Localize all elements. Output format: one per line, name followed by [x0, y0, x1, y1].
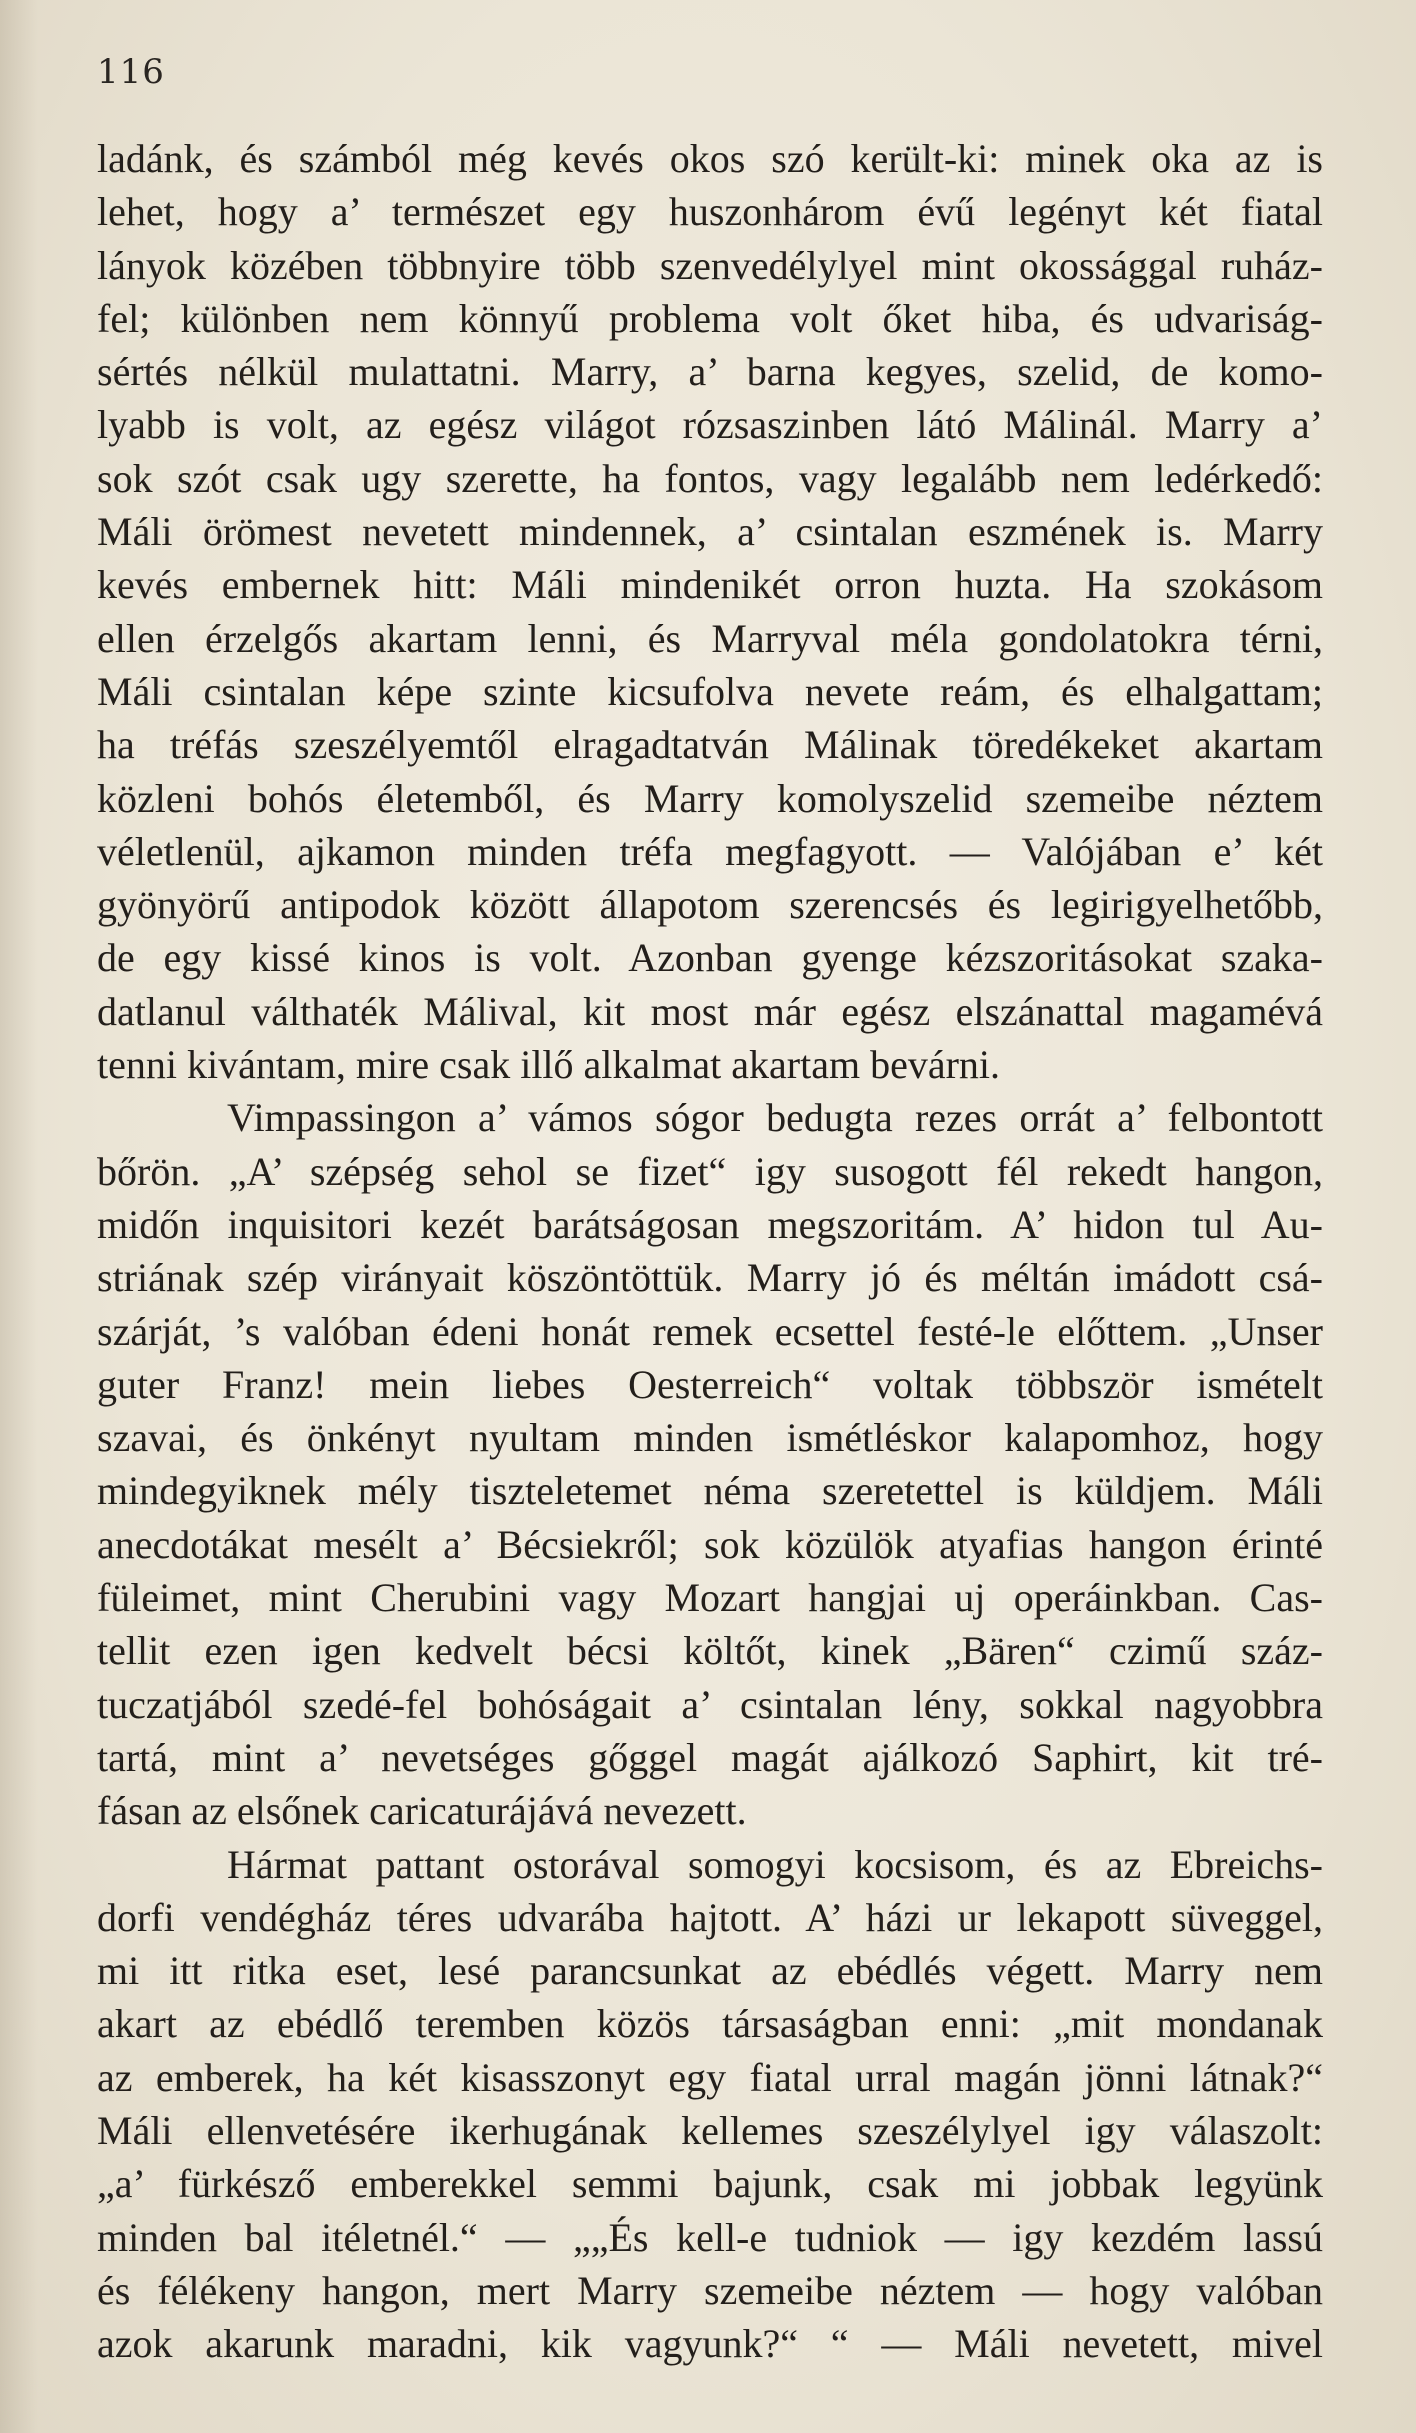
text-line: azok akarunk maradni, kik vagyunk?“ “ — Máli nevetett, mivel: [97, 2321, 1323, 2367]
text-line: tenni kivántam, mire csak illő alkalmat akartam bevárni.: [97, 1042, 1001, 1088]
text-line: midőn inquisitori kezét barátságosan megszoritám. A’ hidon tul Au-: [97, 1201, 1323, 1247]
text-line: guter Franz! mein liebes Oesterreich“ voltak többször ismételt: [97, 1361, 1323, 1407]
text-line: ha tréfás szeszélyemtől elragadtatván Málinak töredékeket akartam: [97, 722, 1323, 768]
text-line: lányok közében többnyire több szenvedélylyel mint okossággal ruház-: [97, 242, 1323, 288]
text-line: tartá, mint a’ nevetséges gőggel magát ajálkozó Saphirt, kit tré-: [97, 1734, 1323, 1780]
text-line: sértés nélkül mulattatni. Marry, a’ barna kegyes, szelid, de komo-: [97, 349, 1323, 395]
body-text: [97, 132, 1323, 2370]
text-line: kevés embernek hitt: Máli mindenikét orron huzta. Ha szokásom: [97, 562, 1323, 608]
text-line: fásan az elsőnek caricaturájává nevezett.: [97, 1788, 747, 1834]
page-fold-shadow: [0, 0, 38, 2433]
text-line: közleni bohós életemből, és Marry komolyszelid szemeibe néztem: [97, 775, 1323, 821]
text-line: akart az ebédlő teremben közös társaságban enni: „mit mondanak: [97, 2001, 1323, 2047]
text-line: Máli csintalan képe szinte kicsufolva nevete reám, és elhalgattam;: [97, 668, 1323, 714]
text-line: mindegyiknek mély tiszteletemet néma szeretettel is küldjem. Máli: [97, 1468, 1323, 1514]
text-line: gyönyörű antipodok között állapotom szerencsés és legirigyelhetőbb,: [97, 882, 1323, 928]
text-line: „a’ fürkésző emberekkel semmi bajunk, csak mi jobbak legyünk: [97, 2161, 1323, 2207]
text-line: ellen érzelgős akartam lenni, és Marryval méla gondolatokra térni,: [97, 615, 1323, 661]
text-line: Máli örömest nevetett mindennek, a’ csintalan eszmének is. Marry: [97, 509, 1323, 555]
text-line: tuczatjából szedé-fel bohóságait a’ csintalan lény, sokkal nagyobbra: [97, 1681, 1323, 1727]
text-line: mi itt ritka eset, lesé parancsunkat az ebédlés végett. Marry nem: [97, 1948, 1323, 1994]
text-line: minden bal itéletnél.“ — „„És kell-e tudniok — igy kezdém lassú: [97, 2214, 1323, 2260]
text-line: datlanul válthaték Málival, kit most már egész elszánattal magamévá: [97, 988, 1323, 1034]
text-line: dorfi vendégház téres udvarába hajtott. A’ házi ur lekapott süveggel,: [97, 1894, 1323, 1940]
text-line: szavai, és önkényt nyultam minden ismétléskor kalapomhoz, hogy: [97, 1415, 1323, 1461]
text-line: de egy kissé kinos is volt. Azonban gyenge kézszoritásokat szaka-: [97, 935, 1323, 981]
text-line: Vimpassingon a’ vámos sógor bedugta rezes orrát a’ felbontott: [227, 1095, 1323, 1141]
text-line: lehet, hogy a’ természet egy huszonhárom évű legényt két fiatal: [97, 189, 1323, 235]
text-line: és félékeny hangon, mert Marry szemeibe néztem — hogy valóban: [97, 2267, 1323, 2313]
text-line: bőrön. „A’ szépség sehol se fizet“ igy susogott fél rekedt hangon,: [97, 1148, 1323, 1194]
text-line: lyabb is volt, az egész világot rózsaszinben látó Málinál. Marry a’: [97, 402, 1323, 448]
text-line: striának szép virányait köszöntöttük. Marry jó és méltán imádott csá-: [97, 1255, 1323, 1301]
text-line: szárját, ’s valóban édeni honát remek ecsettel festé-le előttem. „Unser: [97, 1308, 1323, 1354]
page-number: 116: [97, 52, 165, 92]
text-line: fel; különben nem könnyű problema volt őket hiba, és udvariság-: [97, 295, 1323, 341]
text-line: az emberek, ha két kisasszonyt egy fiatal urral magán jönni látnak?“: [97, 2054, 1323, 2100]
text-line: tellit ezen igen kedvelt bécsi költőt, kinek „Bären“ czimű száz-: [97, 1628, 1323, 1674]
text-line: Máli ellenvetésére ikerhugának kellemes szeszélylyel igy válaszolt:: [97, 2107, 1323, 2153]
text-line: véletlenül, ajkamon minden tréfa megfagyott. — Valójában e’ két: [97, 828, 1323, 874]
text-line: sok szót csak ugy szerette, ha fontos, vagy legalább nem ledérkedő:: [97, 455, 1323, 501]
text-line: füleimet, mint Cherubini vagy Mozart hangjai uj operáinkban. Cas-: [97, 1575, 1323, 1621]
text-line: anecdotákat mesélt a’ Bécsiekről; sok közülök atyafias hangon érinté: [97, 1521, 1323, 1567]
text-line: Hármat pattant ostorával somogyi kocsisom, és az Ebreichs-: [227, 1841, 1323, 1887]
text-line: ladánk, és számból még kevés okos szó került-ki: minek oka az is: [97, 136, 1323, 181]
